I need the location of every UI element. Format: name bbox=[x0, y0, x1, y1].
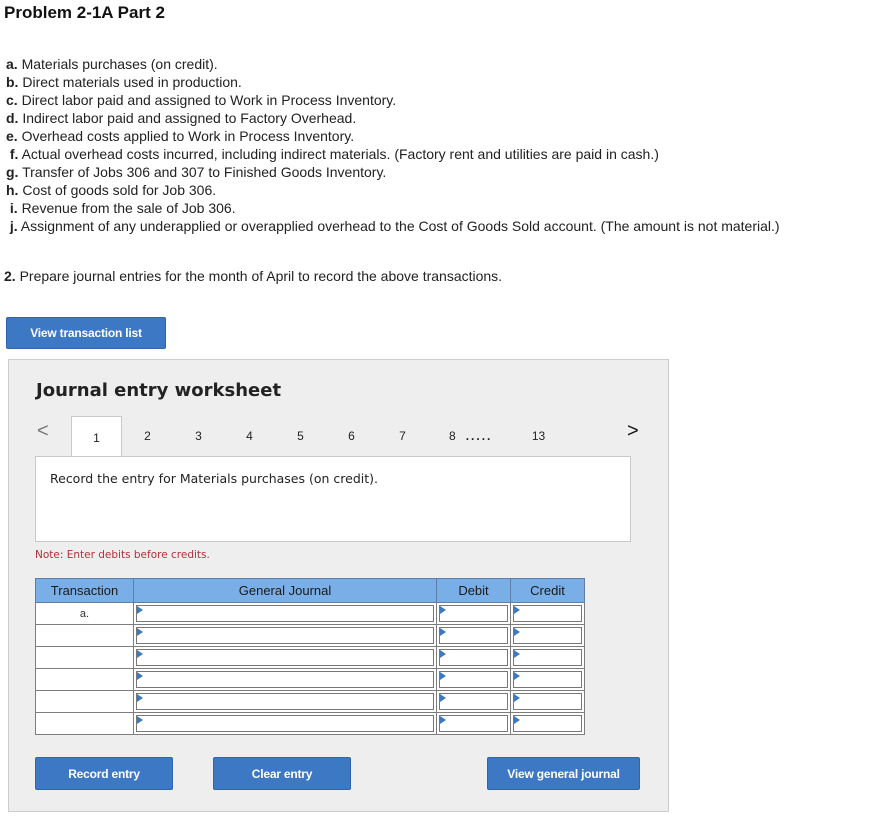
item-letter: i. bbox=[9, 200, 18, 216]
general-journal-cell bbox=[134, 647, 437, 669]
credit-cell bbox=[511, 713, 585, 735]
credit-input[interactable] bbox=[513, 715, 582, 732]
item-text: Revenue from the sale of Job 306. bbox=[21, 200, 236, 216]
tab-8[interactable] bbox=[428, 416, 498, 456]
table-row bbox=[36, 691, 585, 713]
general-journal-cell bbox=[134, 713, 437, 735]
journal-table bbox=[35, 578, 585, 735]
list-item bbox=[6, 199, 780, 217]
column-header-transaction: Transaction bbox=[36, 579, 134, 603]
column-header-general-journal: General Journal bbox=[134, 579, 437, 603]
table-row bbox=[36, 647, 585, 669]
table-row bbox=[36, 669, 585, 691]
record-entry-button[interactable]: Record entry bbox=[35, 757, 173, 790]
list-item bbox=[6, 55, 780, 73]
credit-cell bbox=[511, 625, 585, 647]
tab-5[interactable]: 5 bbox=[297, 429, 304, 443]
account-select[interactable] bbox=[136, 605, 434, 622]
credit-input[interactable] bbox=[513, 649, 582, 666]
list-item bbox=[6, 109, 780, 127]
transaction-description-list bbox=[6, 55, 780, 235]
list-item bbox=[6, 73, 780, 91]
transaction-cell bbox=[36, 625, 134, 647]
item-letter: d. bbox=[6, 110, 19, 126]
list-item bbox=[6, 145, 780, 163]
list-item bbox=[6, 91, 780, 109]
table-row bbox=[36, 603, 585, 625]
item-letter: f. bbox=[9, 146, 19, 162]
item-text: Cost of goods sold for Job 306. bbox=[22, 182, 217, 198]
general-journal-cell bbox=[134, 625, 437, 647]
debit-cell bbox=[437, 669, 511, 691]
worksheet-title: Journal entry worksheet bbox=[36, 380, 282, 401]
table-row bbox=[36, 625, 585, 647]
transaction-cell bbox=[36, 647, 134, 669]
question-number: 2. bbox=[4, 268, 16, 284]
table-row bbox=[36, 713, 585, 735]
item-text: Assignment of any underapplied or overapplied overhead to the Cost of Goods Sold account. (The amount is not material.) bbox=[20, 218, 780, 234]
item-letter: c. bbox=[6, 92, 18, 108]
journal-entry-worksheet bbox=[8, 359, 669, 812]
item-text: Direct materials used in production. bbox=[22, 74, 242, 90]
item-text: Overhead costs applied to Work in Process Inventory. bbox=[21, 128, 355, 144]
item-text: Actual overhead costs incurred, including indirect materials. (Factory rent and utilities are paid in cash.) bbox=[21, 146, 659, 162]
item-letter: e. bbox=[6, 128, 18, 144]
credit-cell bbox=[511, 603, 585, 625]
column-header-credit: Credit bbox=[511, 579, 585, 603]
instruction-text: Record the entry for Materials purchases (on credit). bbox=[50, 471, 378, 486]
column-header-debit: Debit bbox=[437, 579, 511, 603]
page-title: Problem 2-1A Part 2 bbox=[4, 3, 165, 22]
transaction-cell: a. bbox=[36, 603, 134, 625]
debit-cell bbox=[437, 603, 511, 625]
debit-input[interactable] bbox=[439, 649, 508, 666]
credit-input[interactable] bbox=[513, 605, 582, 622]
tab-4[interactable]: 4 bbox=[246, 429, 253, 443]
item-text: Materials purchases (on credit). bbox=[21, 56, 218, 72]
item-letter: j. bbox=[9, 218, 18, 234]
credit-cell bbox=[511, 647, 585, 669]
debit-input[interactable] bbox=[439, 605, 508, 622]
question-prompt bbox=[4, 268, 502, 284]
credit-cell bbox=[511, 669, 585, 691]
transaction-cell bbox=[36, 713, 134, 735]
debit-cell bbox=[437, 691, 511, 713]
view-transaction-list-button[interactable]: View transaction list bbox=[6, 317, 166, 349]
general-journal-cell bbox=[134, 603, 437, 625]
debit-credit-note: Note: Enter debits before credits. bbox=[35, 549, 210, 561]
debit-input[interactable] bbox=[439, 671, 508, 688]
instruction-panel bbox=[35, 456, 631, 542]
credit-input[interactable] bbox=[513, 693, 582, 710]
item-text: Direct labor paid and assigned to Work in Process Inventory. bbox=[21, 92, 397, 108]
general-journal-cell bbox=[134, 669, 437, 691]
list-item bbox=[6, 181, 780, 199]
next-arrow-icon[interactable]: > bbox=[627, 420, 639, 442]
item-letter: b. bbox=[6, 74, 19, 90]
account-select[interactable] bbox=[136, 649, 434, 666]
list-item bbox=[6, 163, 780, 181]
table-header-row bbox=[36, 579, 585, 603]
tab-1[interactable]: 1 bbox=[71, 416, 122, 458]
account-select[interactable] bbox=[136, 693, 434, 710]
debit-cell bbox=[437, 647, 511, 669]
credit-cell bbox=[511, 691, 585, 713]
item-text: Transfer of Jobs 306 and 307 to Finished Goods Inventory. bbox=[22, 164, 387, 180]
tab-13[interactable]: 13 bbox=[531, 429, 546, 443]
debit-input[interactable] bbox=[439, 627, 508, 644]
tab-2[interactable]: 2 bbox=[144, 429, 151, 443]
list-item bbox=[6, 127, 780, 145]
tab-7[interactable]: 7 bbox=[399, 429, 406, 443]
item-letter: h. bbox=[6, 182, 19, 198]
debit-cell bbox=[437, 625, 511, 647]
debit-input[interactable] bbox=[439, 715, 508, 732]
item-text: Indirect labor paid and assigned to Factory Overhead. bbox=[22, 110, 357, 126]
account-select[interactable] bbox=[136, 627, 434, 644]
credit-input[interactable] bbox=[513, 671, 582, 688]
tab-ellipsis: ..... bbox=[465, 429, 493, 443]
tab-8-label: 8 bbox=[449, 429, 456, 443]
clear-entry-button[interactable]: Clear entry bbox=[213, 757, 351, 790]
list-item bbox=[6, 217, 780, 235]
account-select[interactable] bbox=[136, 715, 434, 732]
tab-6[interactable]: 6 bbox=[348, 429, 355, 443]
general-journal-cell bbox=[134, 691, 437, 713]
debit-input[interactable] bbox=[439, 693, 508, 710]
view-general-journal-button[interactable]: View general journal bbox=[487, 757, 640, 790]
debit-cell bbox=[437, 713, 511, 735]
item-letter: a. bbox=[6, 56, 18, 72]
credit-input[interactable] bbox=[513, 627, 582, 644]
account-select[interactable] bbox=[136, 671, 434, 688]
transaction-cell bbox=[36, 669, 134, 691]
question-text: Prepare journal entries for the month of April to record the above transactions. bbox=[19, 268, 503, 284]
tab-3[interactable]: 3 bbox=[195, 429, 202, 443]
transaction-cell bbox=[36, 691, 134, 713]
item-letter: g. bbox=[6, 164, 19, 180]
prev-arrow-icon[interactable]: < bbox=[37, 420, 49, 442]
